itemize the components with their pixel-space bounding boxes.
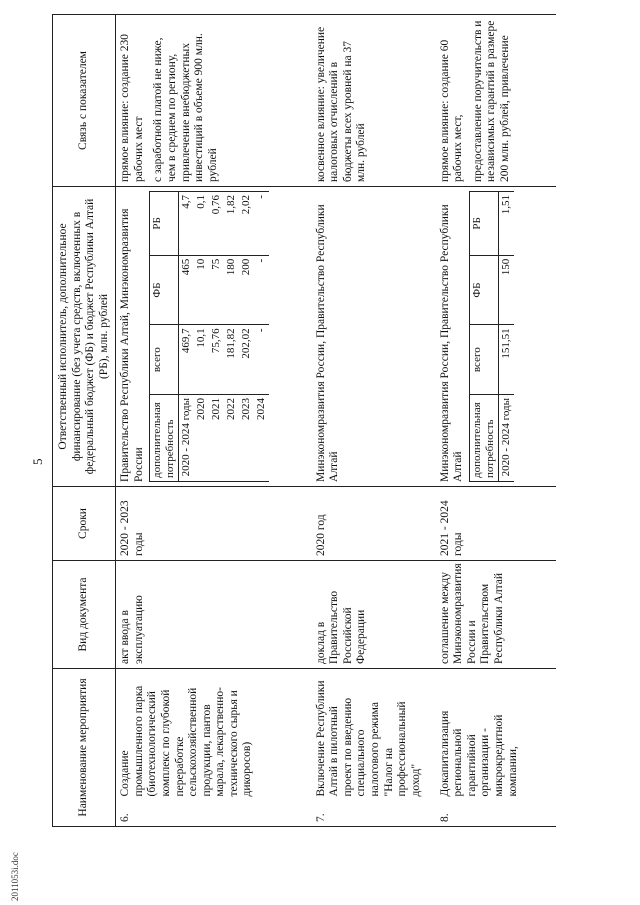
fin-rb: - bbox=[254, 191, 269, 255]
row-term: 2021 - 2024 годы bbox=[436, 486, 556, 560]
row-doc-type: соглашение между Минэкономразвития России и Правительством Республики Алтай bbox=[436, 560, 556, 668]
financing-row bbox=[179, 191, 194, 481]
row-number: 6. bbox=[116, 801, 312, 827]
fin-rb: 4,7 bbox=[179, 191, 194, 255]
financing-table bbox=[149, 191, 269, 482]
row-name: Докапитализация региональной гарантийной организации - микрокредитной компании, bbox=[436, 668, 556, 800]
row-connection bbox=[436, 14, 556, 186]
header-resp: Ответственный исполнитель, дополнительное финансирование (без учета средств, включенных в федеральный бюджет (ФБ) и бюджет Республики Алтай (РБ), млн. рублей bbox=[53, 186, 116, 486]
connection-text: косвенное влияние: увеличение налоговых отчислений в бюджеты всех уровней на 37 млн. рублей bbox=[314, 26, 368, 182]
financing-header bbox=[469, 191, 498, 481]
row-connection bbox=[312, 14, 436, 186]
financing-table bbox=[469, 191, 514, 482]
connection-text: предоставление поручительств и независимых гарантий в размере 200 млн. рублей, привлечение bbox=[471, 20, 511, 182]
fin-total: 10,1 bbox=[194, 325, 209, 395]
fin-fb: 180 bbox=[224, 255, 239, 325]
header-conn: Связь с показателем bbox=[53, 14, 116, 186]
row-number: 7. bbox=[312, 801, 436, 827]
fin-header-rb: РБ bbox=[469, 191, 498, 255]
page-number: 5 bbox=[30, 458, 45, 465]
connection-text: прямое влияние: создание 230 рабочих мест bbox=[119, 34, 145, 182]
connection-text: прямое влияние: создание 60 рабочих мест, bbox=[438, 39, 465, 182]
responsible-text: Минэкономразвития России, Правительство Республики Алтай bbox=[438, 204, 465, 482]
fin-rb: 1,82 bbox=[224, 191, 239, 255]
fin-header-rb: РБ bbox=[150, 191, 179, 255]
fin-year: 2020 bbox=[194, 394, 209, 481]
fin-header-need: дополнительная потребность bbox=[469, 394, 498, 481]
fin-fb: 465 bbox=[179, 255, 194, 325]
fin-header-total: всего bbox=[469, 325, 498, 395]
responsible-text: Правительство Республики Алтай, Минэкономразвития России bbox=[119, 208, 145, 482]
footer-code: 2011053i.doc bbox=[10, 852, 20, 901]
row-name: Создание промышленного парка (биотехнологический комплекс по глубокой переработке сельскохозяйственной продукции, пантов марала, лекарственно-технического сырья и дикоросов) bbox=[116, 668, 312, 800]
financing-header bbox=[150, 191, 179, 481]
financing-row bbox=[194, 191, 209, 481]
row-doc-type: акт ввода в эксплуатацию bbox=[116, 560, 312, 668]
header-name: Наименование мероприятия bbox=[53, 668, 116, 826]
fin-year: 2022 bbox=[224, 394, 239, 481]
row-name: Включение Республики Алтай в пилотный проект по введению специального налогового режима "Налог на профессиональный доход" bbox=[312, 668, 436, 800]
fin-header-fb: ФБ bbox=[469, 255, 498, 325]
row-term: 2020 - 2023 годы bbox=[116, 486, 312, 560]
fin-total: 469,7 bbox=[179, 325, 194, 395]
fin-rb: 2,02 bbox=[239, 191, 254, 255]
fin-total: 75,76 bbox=[209, 325, 224, 395]
fin-header-fb: ФБ bbox=[150, 255, 179, 325]
financing-row bbox=[224, 191, 239, 481]
row-term: 2020 год bbox=[312, 486, 436, 560]
fin-rb: 1,51 bbox=[498, 191, 513, 255]
row-connection bbox=[116, 14, 312, 186]
fin-total: 181,82 bbox=[224, 325, 239, 395]
fin-header-need: дополнительная потребность bbox=[150, 394, 179, 481]
table-row bbox=[312, 14, 436, 826]
fin-rb: 0,76 bbox=[209, 191, 224, 255]
fin-total: 202,02 bbox=[239, 325, 254, 395]
fin-year: 2020 - 2024 годы bbox=[498, 394, 513, 481]
header-doc: Вид документа bbox=[53, 560, 116, 668]
row-number: 8. bbox=[436, 801, 556, 827]
fin-fb: - bbox=[254, 255, 269, 325]
header-term: Сроки bbox=[53, 486, 116, 560]
table-row bbox=[436, 14, 556, 826]
table-row bbox=[116, 14, 312, 826]
row-responsible bbox=[436, 186, 556, 486]
row-responsible bbox=[116, 186, 312, 486]
financing-row bbox=[209, 191, 224, 481]
fin-year: 2023 bbox=[239, 394, 254, 481]
table-header-row bbox=[53, 14, 116, 826]
fin-header-total: всего bbox=[150, 325, 179, 395]
fin-fb: 10 bbox=[194, 255, 209, 325]
financing-row bbox=[498, 191, 513, 481]
fin-total: 151,51 bbox=[498, 325, 513, 395]
fin-fb: 200 bbox=[239, 255, 254, 325]
connection-text: с заработной платой не ниже, чем в среднем по региону, привлечение внебюджетных инвестиций в объеме 900 млн. рублей bbox=[152, 33, 219, 182]
financing-row bbox=[254, 191, 269, 481]
financing-row bbox=[239, 191, 254, 481]
fin-year: 2021 bbox=[209, 394, 224, 481]
fin-fb: 150 bbox=[498, 255, 513, 325]
fin-total: - bbox=[254, 325, 269, 395]
row-doc-type: доклад в Правительство Российской Федерации bbox=[312, 560, 436, 668]
fin-fb: 75 bbox=[209, 255, 224, 325]
fin-year: 2020 - 2024 годы bbox=[179, 394, 194, 481]
row-responsible bbox=[312, 186, 436, 486]
measures-table bbox=[52, 14, 556, 827]
fin-rb: 0,1 bbox=[194, 191, 209, 255]
responsible-text: Минэкономразвития России, Правительство Республики Алтай bbox=[314, 204, 341, 482]
fin-year: 2024 bbox=[254, 394, 269, 481]
